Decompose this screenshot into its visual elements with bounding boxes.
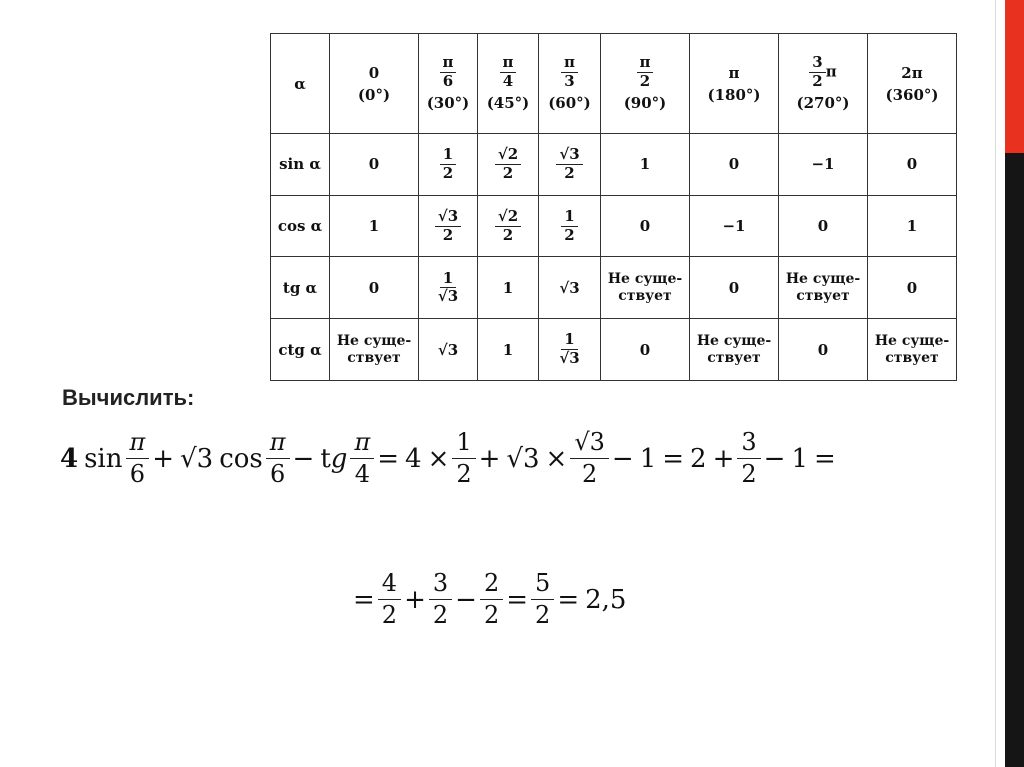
header-col-0: 0 (0°) xyxy=(330,34,419,134)
table-cell xyxy=(478,195,539,257)
fraction: $\frac{1}{2}$ xyxy=(452,430,475,487)
table-cell xyxy=(419,134,478,196)
result-value: 2,5 xyxy=(585,584,627,615)
fraction: $\frac{\pi}{3}$ xyxy=(561,55,578,90)
slide-accent-black xyxy=(1005,153,1024,767)
fraction: $\frac{√3}{2}$ xyxy=(556,147,582,182)
table-cell: 1 xyxy=(478,319,539,381)
header-col-60: $\frac{\pi}{3}$ (60°) xyxy=(539,34,601,134)
table-cell: Не суще- ствует xyxy=(330,319,419,381)
table-row-cos xyxy=(271,195,957,257)
table-cell: 1 xyxy=(868,195,957,257)
table-cell: Не суще- ствует xyxy=(601,257,690,319)
row-label: ctg α xyxy=(271,319,330,381)
fraction: $\frac{\pi}{6}$ xyxy=(440,55,457,90)
fraction: $\frac{3}{2}$ xyxy=(429,571,452,628)
row-label: cos α xyxy=(271,195,330,257)
table-cell: 0 xyxy=(690,257,779,319)
table-cell: 0 xyxy=(779,319,868,381)
fraction: $\frac{1}{2}$ xyxy=(561,209,577,244)
fraction: $\frac{3}{2}$ xyxy=(737,430,760,487)
fraction: $\frac{√3}{2}$ xyxy=(570,430,609,487)
fraction: $\frac{\pi}{4}$ xyxy=(500,55,517,90)
fraction: $\frac{4}{2}$ xyxy=(378,571,401,628)
header-col-30: $\frac{\pi}{6}$ (30°) xyxy=(419,34,478,134)
header-col-270: $\frac{3}{2}$ π (270°) xyxy=(779,34,868,134)
fraction: $\frac{\pi}{6}$ xyxy=(126,430,150,487)
table-cell: 1 xyxy=(601,134,690,196)
table-cell: 0 xyxy=(868,134,957,196)
fraction: $\frac{√2}{2}$ xyxy=(495,209,521,244)
table-cell xyxy=(539,319,601,381)
fraction: $\frac{1}{√3}$ xyxy=(437,268,459,306)
task-heading: Вычислить: xyxy=(62,385,195,410)
table-row-ctg xyxy=(271,319,957,381)
table-cell: 1 xyxy=(478,257,539,319)
row-label: tg α xyxy=(271,257,330,319)
equation-line-1: 4 sin $\frac{\pi}{6}$ + √3 cos $\frac{\pi}{6}$ − t g $\frac{\pi}{4}$ = 4 × $\frac{1}{2}$ + √3 × $\frac{√3}{2}$ − 1 = 2 + $\frac{3}{2}$ − 1 = xyxy=(60,428,836,489)
table-row-sin xyxy=(271,134,957,196)
fraction: $\frac{√2}{2}$ xyxy=(495,147,521,182)
table-cell: Не суще- ствует xyxy=(690,319,779,381)
header-alpha: α xyxy=(271,34,330,134)
table-row-tg xyxy=(271,257,957,319)
slide-accent-red xyxy=(1005,0,1024,153)
table-cell: 0 xyxy=(601,319,690,381)
equation-line-2: = $\frac{4}{2}$ + $\frac{3}{2}$ − $\frac{2}{2}$ = $\frac{5}{2}$ = 2,5 xyxy=(353,569,627,630)
header-col-90: $\frac{\pi}{2}$ (90°) xyxy=(601,34,690,134)
fraction: $\frac{\pi}{2}$ xyxy=(637,55,654,90)
table-cell: 1 xyxy=(330,195,419,257)
table-cell: −1 xyxy=(779,134,868,196)
table-cell: 0 xyxy=(690,134,779,196)
table-cell: Не суще- ствует xyxy=(779,257,868,319)
fraction: $\frac{5}{2}$ xyxy=(531,571,554,628)
header-col-45: $\frac{\pi}{4}$ (45°) xyxy=(478,34,539,134)
table-header-row xyxy=(271,34,957,134)
fraction: $\frac{1}{√3}$ xyxy=(559,330,580,368)
table-cell xyxy=(419,195,478,257)
fraction: $\frac{\pi}{4}$ xyxy=(350,430,374,487)
table-cell: 0 xyxy=(601,195,690,257)
table-cell xyxy=(539,134,601,196)
header-col-360: 2π (360°) xyxy=(868,34,957,134)
table-cell: 0 xyxy=(330,134,419,196)
table-cell: 0 xyxy=(779,195,868,257)
table-cell: 0 xyxy=(330,257,419,319)
fraction: $\frac{2}{2}$ xyxy=(480,571,503,628)
table-cell xyxy=(419,257,478,319)
fraction: $\frac{\pi}{6}$ xyxy=(266,430,290,487)
table-cell xyxy=(478,134,539,196)
table-cell: Не суще- ствует xyxy=(868,319,957,381)
table-cell xyxy=(539,195,601,257)
header-col-180: π (180°) xyxy=(690,34,779,134)
fraction: $\frac{1}{2}$ xyxy=(440,147,456,182)
table-cell: √3 xyxy=(539,257,601,319)
table-cell: 0 xyxy=(868,257,957,319)
table-cell: −1 xyxy=(690,195,779,257)
row-label: sin α xyxy=(271,134,330,196)
slide-edge-line xyxy=(995,0,996,767)
fraction: $\frac{3}{2}$ xyxy=(809,55,825,90)
trig-values-table xyxy=(270,33,957,381)
table-cell: √3 xyxy=(419,319,478,381)
fraction: $\frac{√3}{2}$ xyxy=(435,209,461,244)
